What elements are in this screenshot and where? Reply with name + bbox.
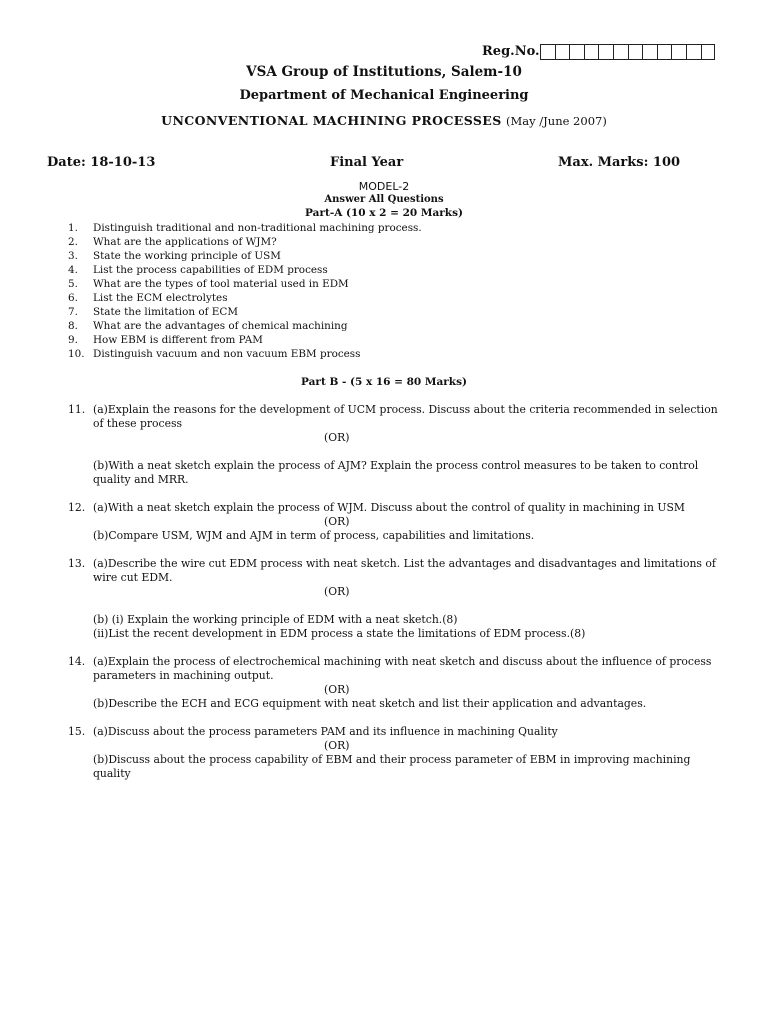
question-12-a: (a)With a neat sketch explain the process of WJM. Discuss about the control of quality in machining in USM — [93, 501, 685, 514]
reg-no-label: Reg.No. — [482, 44, 540, 59]
or-label: (OR) — [324, 739, 350, 752]
reg-no-box — [613, 44, 628, 60]
reg-no-box — [657, 44, 672, 60]
part-a-title: Part-A (10 x 2 = 20 Marks) — [305, 207, 463, 219]
part-b-title: Part B - (5 x 16 = 80 Marks) — [301, 376, 467, 388]
question-item: 10. Distinguish vacuum and non vacuum EBM process — [68, 348, 361, 360]
question-item: 4. List the process capabilities of EDM process — [68, 264, 328, 276]
reg-no-box — [701, 44, 716, 60]
or-label: (OR) — [324, 683, 350, 696]
reg-no-box — [584, 44, 599, 60]
question-11-b: (b)With a neat sketch explain the process of AJM? Explain the process control measures to be taken to control quality and MRR. — [93, 459, 699, 486]
exam-year: Final Year — [330, 155, 404, 170]
question-item: 1. Distinguish traditional and non-traditional machining process. — [68, 222, 422, 234]
question-item: 2. What are the applications of WJM? — [68, 236, 277, 248]
or-label: (OR) — [324, 585, 350, 598]
question-12-number: 12. — [68, 501, 86, 514]
question-item: 3. State the working principle of USM — [68, 250, 281, 262]
reg-no-box — [598, 44, 613, 60]
subject-name: UNCONVENTIONAL MACHINING PROCESSES — [161, 113, 502, 128]
model-label: MODEL-2 — [358, 180, 410, 193]
part-a-questions — [68, 221, 422, 361]
reg-no-box — [540, 44, 555, 60]
question-item: 6. List the ECM electrolytes — [68, 292, 228, 304]
question-11-number: 11. — [68, 403, 86, 416]
question-12-b: (b)Compare USM, WJM and AJM in term of process, capabilities and limitations. — [93, 529, 535, 542]
instruction: Answer All Questions — [324, 194, 444, 205]
question-13-b-i: (b) (i) Explain the working principle of EDM with a neat sketch.(8) — [93, 613, 458, 626]
question-13-a: (a)Describe the wire cut EDM process with neat sketch. List the advantages and disadvantages and limitations of wire cut EDM. — [93, 557, 716, 584]
subject-title — [0, 113, 768, 128]
exam-session: (May /June 2007) — [506, 114, 607, 128]
institution-name: VSA Group of Institutions, Salem-10 — [246, 64, 522, 80]
question-15-b: (b)Discuss about the process capability of EBM and their process parameter of EBM in improving machining quality — [93, 753, 691, 780]
department-name: Department of Mechanical Engineering — [239, 88, 529, 103]
or-label: (OR) — [324, 515, 350, 528]
question-14-number: 14. — [68, 655, 86, 668]
max-marks: Max. Marks: 100 — [558, 155, 681, 170]
question-15-a: (a)Discuss about the process parameters PAM and its influence in machining Quality — [93, 725, 558, 738]
question-item: 5. What are the types of tool material used in EDM — [68, 278, 349, 290]
question-13-number: 13. — [68, 557, 86, 570]
exam-date: Date: 18-10-13 — [47, 155, 156, 170]
question-13-b-ii: (ii)List the recent development in EDM process a state the limitations of EDM process.(8) — [93, 627, 586, 640]
reg-no-box — [686, 44, 701, 60]
reg-no-box — [628, 44, 643, 60]
reg-no-box — [642, 44, 657, 60]
question-14-a: (a)Explain the process of electrochemical machining with neat sketch and discuss about the influence of process parameters in machining output. — [93, 655, 712, 682]
question-item: 9. How EBM is different from PAM — [68, 334, 263, 346]
reg-no-box — [671, 44, 686, 60]
reg-no-boxes — [540, 44, 715, 60]
question-11-a: (a)Explain the reasons for the development of UCM process. Discuss about the criteria recommended in selection of these process — [93, 403, 718, 430]
question-15-number: 15. — [68, 725, 86, 738]
question-14-b: (b)Describe the ECH and ECG equipment with neat sketch and list their application and advantages. — [93, 697, 647, 710]
question-item: 8. What are the advantages of chemical machining — [68, 320, 348, 332]
or-label: (OR) — [324, 431, 350, 444]
reg-no-box — [569, 44, 584, 60]
question-item: 7. State the limitation of ECM — [68, 306, 238, 318]
reg-no-box — [555, 44, 570, 60]
